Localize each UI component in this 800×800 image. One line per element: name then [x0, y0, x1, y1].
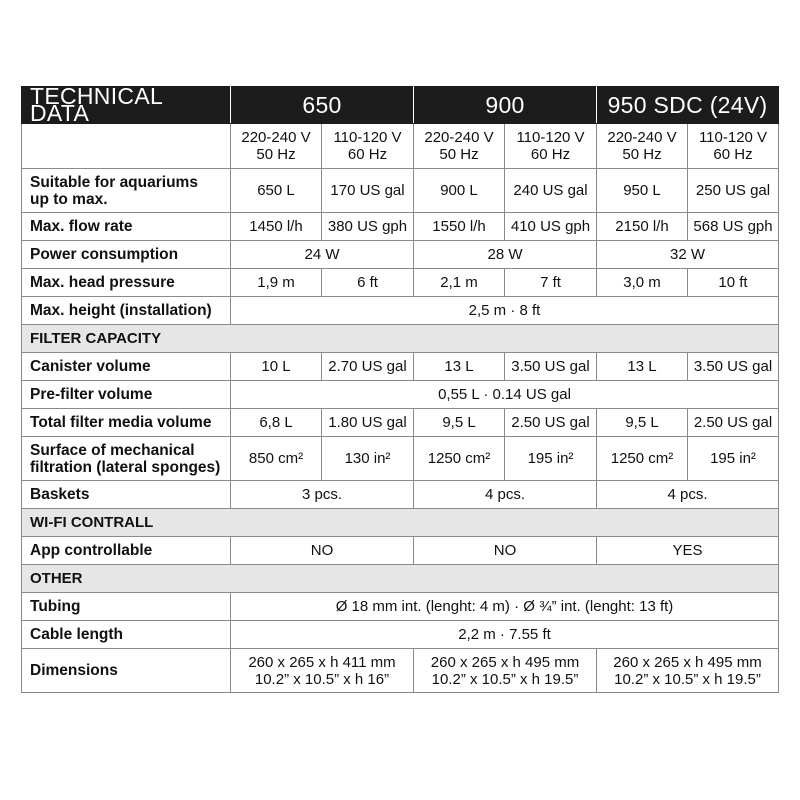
value-cell: 3 pcs.	[231, 481, 414, 509]
voltage-cell: 220-240 V 50 Hz	[231, 124, 322, 169]
value-cell: 10 ft	[688, 269, 779, 297]
value-cell: 4 pcs.	[597, 481, 779, 509]
section-wifi	[22, 509, 779, 537]
value-cell: 1450 l/h	[231, 213, 322, 241]
value-cell: 568 US gph	[688, 213, 779, 241]
section-filter-capacity	[22, 325, 779, 353]
value-cell: 2,5 m · 8 ft	[231, 297, 779, 325]
row-label: Dimensions	[22, 649, 231, 693]
max-height-row	[22, 297, 779, 325]
value-cell: 260 x 265 x h 495 mm 10.2” x 10.5” x h 19.5”	[414, 649, 597, 693]
value-cell: 410 US gph	[505, 213, 597, 241]
row-label: Cable length	[22, 621, 231, 649]
head-pressure-row	[22, 269, 779, 297]
value-cell: 1550 l/h	[414, 213, 505, 241]
value-cell: 3.50 US gal	[505, 353, 597, 381]
value-cell: 10 L	[231, 353, 322, 381]
value-cell: 130 in²	[322, 437, 414, 481]
voltage-cell: 220-240 V 50 Hz	[597, 124, 688, 169]
value-cell: 0,55 L · 0.14 US gal	[231, 381, 779, 409]
value-cell: 9,5 L	[414, 409, 505, 437]
value-cell: 3.50 US gal	[688, 353, 779, 381]
empty-cell	[22, 124, 231, 169]
baskets-row	[22, 481, 779, 509]
value-cell: 7 ft	[505, 269, 597, 297]
value-cell: 240 US gal	[505, 169, 597, 213]
voltage-cell: 110-120 V 60 Hz	[505, 124, 597, 169]
canister-volume-row	[22, 353, 779, 381]
section-title: OTHER	[22, 565, 779, 593]
tubing-row	[22, 593, 779, 621]
surface-row	[22, 437, 779, 481]
row-label: Total filter media volume	[22, 409, 231, 437]
value-cell: 950 L	[597, 169, 688, 213]
row-label: App controllable	[22, 537, 231, 565]
value-cell: NO	[414, 537, 597, 565]
section-title: WI-FI CONTRALL	[22, 509, 779, 537]
dimensions-row	[22, 649, 779, 693]
flow-rate-row	[22, 213, 779, 241]
technical-data-table	[21, 83, 779, 693]
row-label: Surface of mechanical filtration (lateral sponges)	[22, 437, 231, 481]
value-cell: 13 L	[597, 353, 688, 381]
value-cell: 3,0 m	[597, 269, 688, 297]
value-cell: 13 L	[414, 353, 505, 381]
voltage-cell: 220-240 V 50 Hz	[414, 124, 505, 169]
cable-row	[22, 621, 779, 649]
value-cell: 4 pcs.	[414, 481, 597, 509]
voltage-cell: 110-120 V 60 Hz	[688, 124, 779, 169]
aquarium-row	[22, 169, 779, 213]
value-cell: 260 x 265 x h 495 mm 10.2” x 10.5” x h 19.5”	[597, 649, 779, 693]
value-cell: 2,1 m	[414, 269, 505, 297]
row-label: Power consumption	[22, 241, 231, 269]
value-cell: 2.50 US gal	[688, 409, 779, 437]
value-cell: NO	[231, 537, 414, 565]
value-cell: 24 W	[231, 241, 414, 269]
table-title: TECHNICAL DATA	[22, 87, 231, 124]
value-cell: 1250 cm²	[414, 437, 505, 481]
value-cell: 380 US gph	[322, 213, 414, 241]
value-cell: 2.70 US gal	[322, 353, 414, 381]
value-cell: 850 cm²	[231, 437, 322, 481]
value-cell: 6 ft	[322, 269, 414, 297]
value-cell: 170 US gal	[322, 169, 414, 213]
value-cell: 9,5 L	[597, 409, 688, 437]
value-cell: 2150 l/h	[597, 213, 688, 241]
model-650-header: 650	[231, 87, 414, 124]
section-other	[22, 565, 779, 593]
value-cell: 6,8 L	[231, 409, 322, 437]
value-cell: 260 x 265 x h 411 mm 10.2” x 10.5” x h 16”	[231, 649, 414, 693]
value-cell: YES	[597, 537, 779, 565]
value-cell: 1250 cm²	[597, 437, 688, 481]
value-cell: 28 W	[414, 241, 597, 269]
prefilter-row	[22, 381, 779, 409]
value-cell: 250 US gal	[688, 169, 779, 213]
value-cell: 32 W	[597, 241, 779, 269]
table-header-row	[22, 87, 779, 124]
row-label: Baskets	[22, 481, 231, 509]
row-label: Pre-filter volume	[22, 381, 231, 409]
value-cell: 900 L	[414, 169, 505, 213]
row-label: Tubing	[22, 593, 231, 621]
value-cell: 1.80 US gal	[322, 409, 414, 437]
value-cell: 195 in²	[505, 437, 597, 481]
media-volume-row	[22, 409, 779, 437]
row-label: Max. head pressure	[22, 269, 231, 297]
value-cell: 650 L	[231, 169, 322, 213]
model-950-header: 950 SDC (24V)	[597, 87, 779, 124]
model-900-header: 900	[414, 87, 597, 124]
value-cell: 195 in²	[688, 437, 779, 481]
value-cell: 1,9 m	[231, 269, 322, 297]
row-label: Max. flow rate	[22, 213, 231, 241]
value-cell: 2.50 US gal	[505, 409, 597, 437]
voltage-row	[22, 124, 779, 169]
row-label: Suitable for aquariums up to max.	[22, 169, 231, 213]
row-label: Canister volume	[22, 353, 231, 381]
voltage-cell: 110-120 V 60 Hz	[322, 124, 414, 169]
section-title: FILTER CAPACITY	[22, 325, 779, 353]
row-label: Max. height (installation)	[22, 297, 231, 325]
value-cell: 2,2 m · 7.55 ft	[231, 621, 779, 649]
app-row	[22, 537, 779, 565]
power-row	[22, 241, 779, 269]
value-cell: Ø 18 mm int. (lenght: 4 m) · Ø ¾” int. (lenght: 13 ft)	[231, 593, 779, 621]
